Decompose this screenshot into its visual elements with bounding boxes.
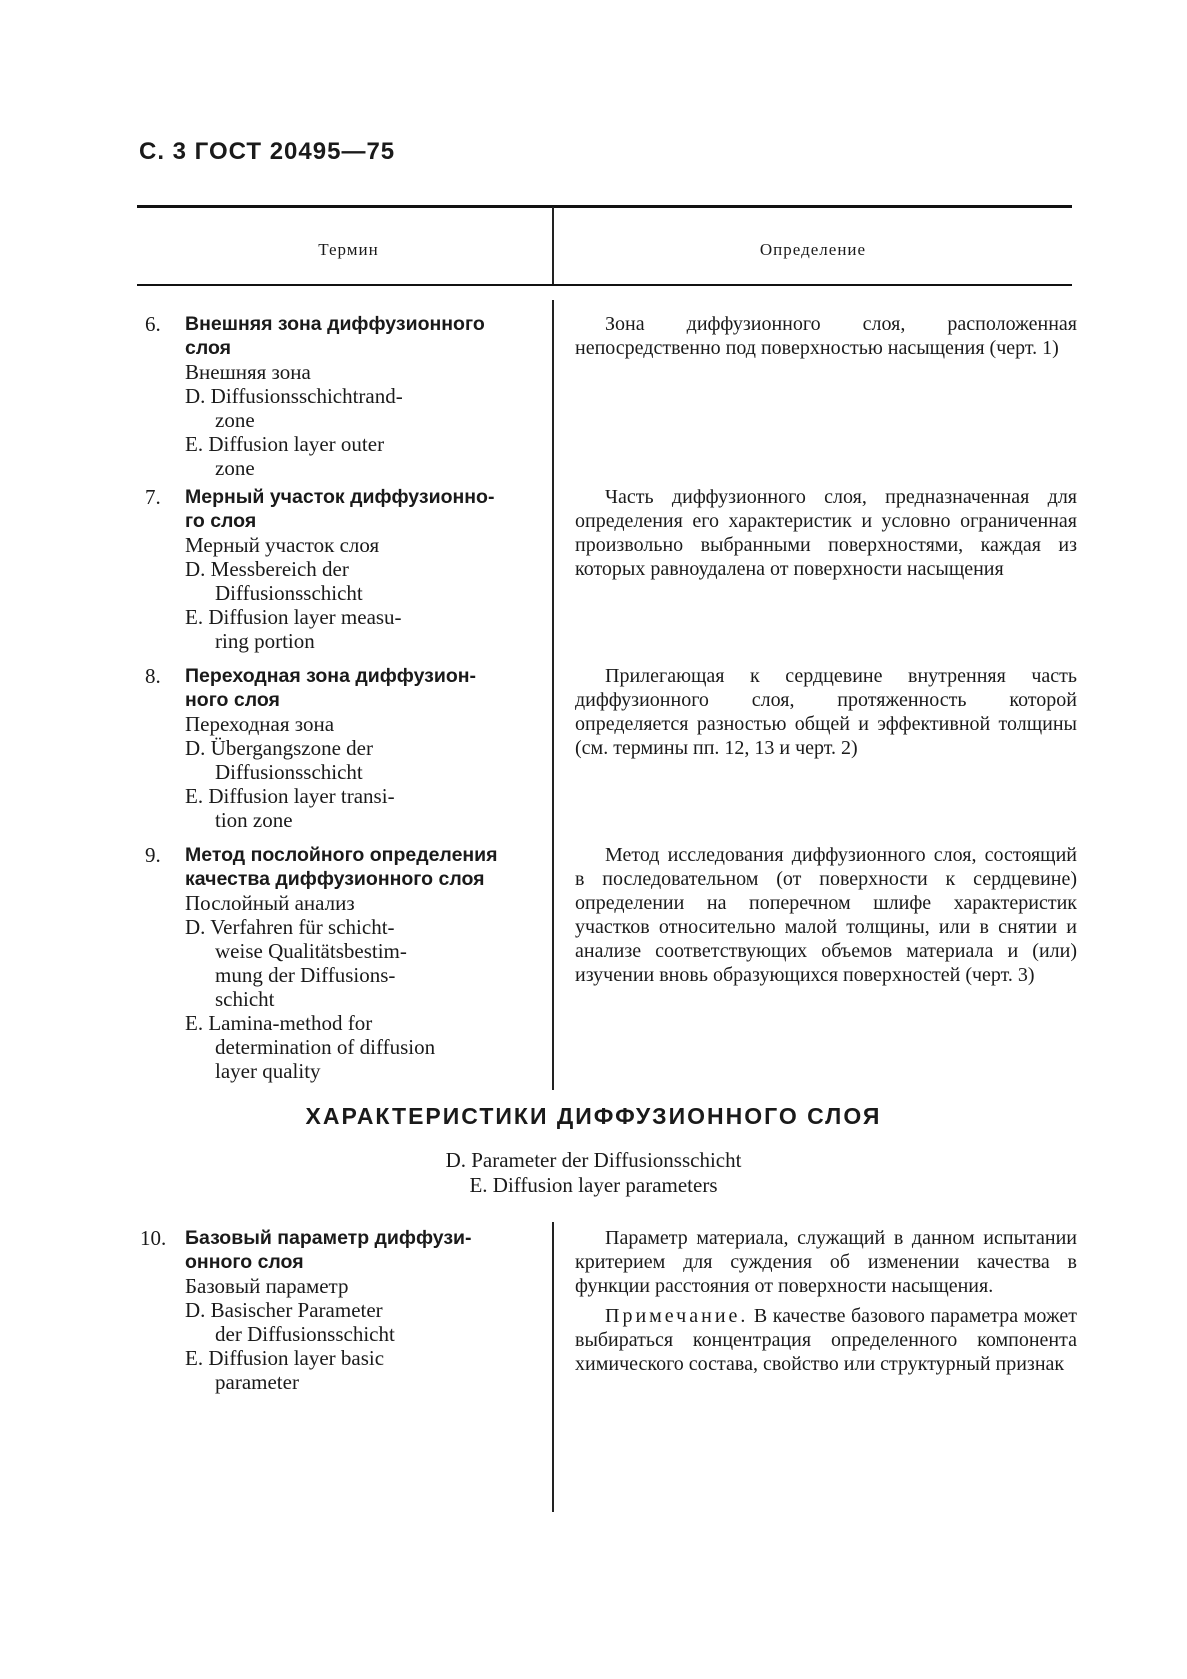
term-short-form: Переходная зона <box>185 712 335 736</box>
definition-text: Метод исследования диффузионного слоя, состоящий в последовательном (от поверхности к сердцевине) определении на поперечном шлифе характеристик участков относительно малой толщины, или в снятии и анализе соответствующих объемов материала и (или) изучении вновь образующихся поверхностей (черт. 3) <box>575 844 1077 986</box>
term-title-line: Внешняя зона диффузионного <box>185 313 485 335</box>
term-entry-6 <box>145 312 535 480</box>
term-german: weise Qualitätsbestim- <box>215 939 407 963</box>
term-short-form: Внешняя зона <box>185 360 311 384</box>
term-short-form: Послойный анализ <box>185 891 355 915</box>
definition-9 <box>575 843 1077 987</box>
section-subtitle-german: D. Parameter der Diffusionsschicht <box>445 1148 742 1172</box>
term-german: Diffusionsschicht <box>215 760 363 784</box>
term-entry-9 <box>145 843 535 1083</box>
term-english: ring portion <box>215 629 315 653</box>
definition-text: Часть диффузионного слоя, предназначенная для определения его характеристик и условно ограниченная произвольно выбранными поверхностями, каждая из которых равноудалена от поверхности насыщения <box>575 486 1077 580</box>
term-entry-10 <box>140 1226 530 1394</box>
term-title-line: слоя <box>185 337 232 359</box>
column-divider-10 <box>552 1222 554 1512</box>
term-english: E. Diffusion layer transi- <box>185 784 395 808</box>
term-english: tion zone <box>215 808 293 832</box>
definition-text: Прилегающая к сердцевине внутренняя часть диффузионного слоя, протяженность которой определяется разностью общей и эффективной толщины (см. термины пп. 12, 13 и черт. 2) <box>575 665 1077 759</box>
page-header: С. 3 ГОСТ 20495—75 <box>139 138 396 165</box>
term-title-line: ного слоя <box>185 689 280 711</box>
definition-10 <box>575 1226 1077 1376</box>
term-entry-8 <box>145 664 535 832</box>
term-english: E. Diffusion layer outer <box>185 432 385 456</box>
term-english: E. Lamina-method for <box>185 1011 373 1035</box>
column-header-term: Термин <box>318 240 379 259</box>
section-title: ХАРАКТЕРИСТИКИ ДИФФУЗИОННОГО СЛОЯ <box>305 1103 882 1129</box>
term-german: zone <box>215 408 255 432</box>
term-short-form: Мерный участок слоя <box>185 533 380 557</box>
section-subtitle-english: E. Diffusion layer parameters <box>469 1173 718 1197</box>
term-english: zone <box>215 456 255 480</box>
term-english: layer quality <box>215 1059 321 1083</box>
definition-6 <box>575 312 1077 360</box>
note-text: В качестве базового параметра может выбираться концентрация определенного компонента химического состава, свойство или структурный признак <box>575 1305 1077 1375</box>
term-english: parameter <box>215 1370 299 1394</box>
term-english: E. Diffusion layer measu- <box>185 605 402 629</box>
term-german: schicht <box>215 987 275 1011</box>
definition-text: Параметр материала, служащий в данном испытании критерием для суждения об изменении качества в функции расстояния от поверхности насыщения. <box>575 1227 1077 1297</box>
note-label: Примечание. <box>605 1305 749 1327</box>
term-german: D. Verfahren für schicht- <box>185 915 395 939</box>
column-header-definition: Определение <box>759 240 867 259</box>
term-number: 9. <box>145 843 161 867</box>
term-german: mung der Diffusions- <box>215 963 396 987</box>
term-title-line: го слоя <box>185 510 257 532</box>
definition-8 <box>575 664 1077 760</box>
term-title-line: Мерный участок диффузионно- <box>185 486 495 508</box>
term-title-line: онного слоя <box>185 1251 304 1273</box>
column-divider <box>552 300 554 1090</box>
definition-text: Зона диффузионного слоя, расположенная непосредственно под поверхностью насыщения (черт. 1) <box>575 313 1077 359</box>
table-header-rule <box>137 284 1072 286</box>
term-short-form: Базовый параметр <box>185 1274 349 1298</box>
term-entry-7 <box>145 485 535 653</box>
term-german: D. Diffusionsschichtrand- <box>185 384 403 408</box>
term-german: D. Basischer Parameter <box>185 1298 383 1322</box>
term-english: E. Diffusion layer basic <box>185 1346 385 1370</box>
term-english: determination of diffusion <box>215 1035 436 1059</box>
table-top-rule <box>137 205 1072 208</box>
term-title-line: качества диффузионного слоя <box>185 868 485 890</box>
term-german: D. Übergangszone der <box>185 736 373 760</box>
term-number: 10. <box>140 1226 167 1250</box>
term-number: 6. <box>145 312 161 336</box>
term-title-line: Метод послойного определения <box>185 844 498 866</box>
term-title-line: Базовый параметр диффузи- <box>185 1227 472 1249</box>
definition-note <box>575 1304 1077 1376</box>
term-number: 7. <box>145 485 161 509</box>
term-german: der Diffusionsschicht <box>215 1322 395 1346</box>
term-german: Diffusionsschicht <box>215 581 363 605</box>
term-german: D. Messbereich der <box>185 557 349 581</box>
term-number: 8. <box>145 664 161 688</box>
term-title-line: Переходная зона диффузион- <box>185 665 477 687</box>
definition-7 <box>575 485 1077 581</box>
